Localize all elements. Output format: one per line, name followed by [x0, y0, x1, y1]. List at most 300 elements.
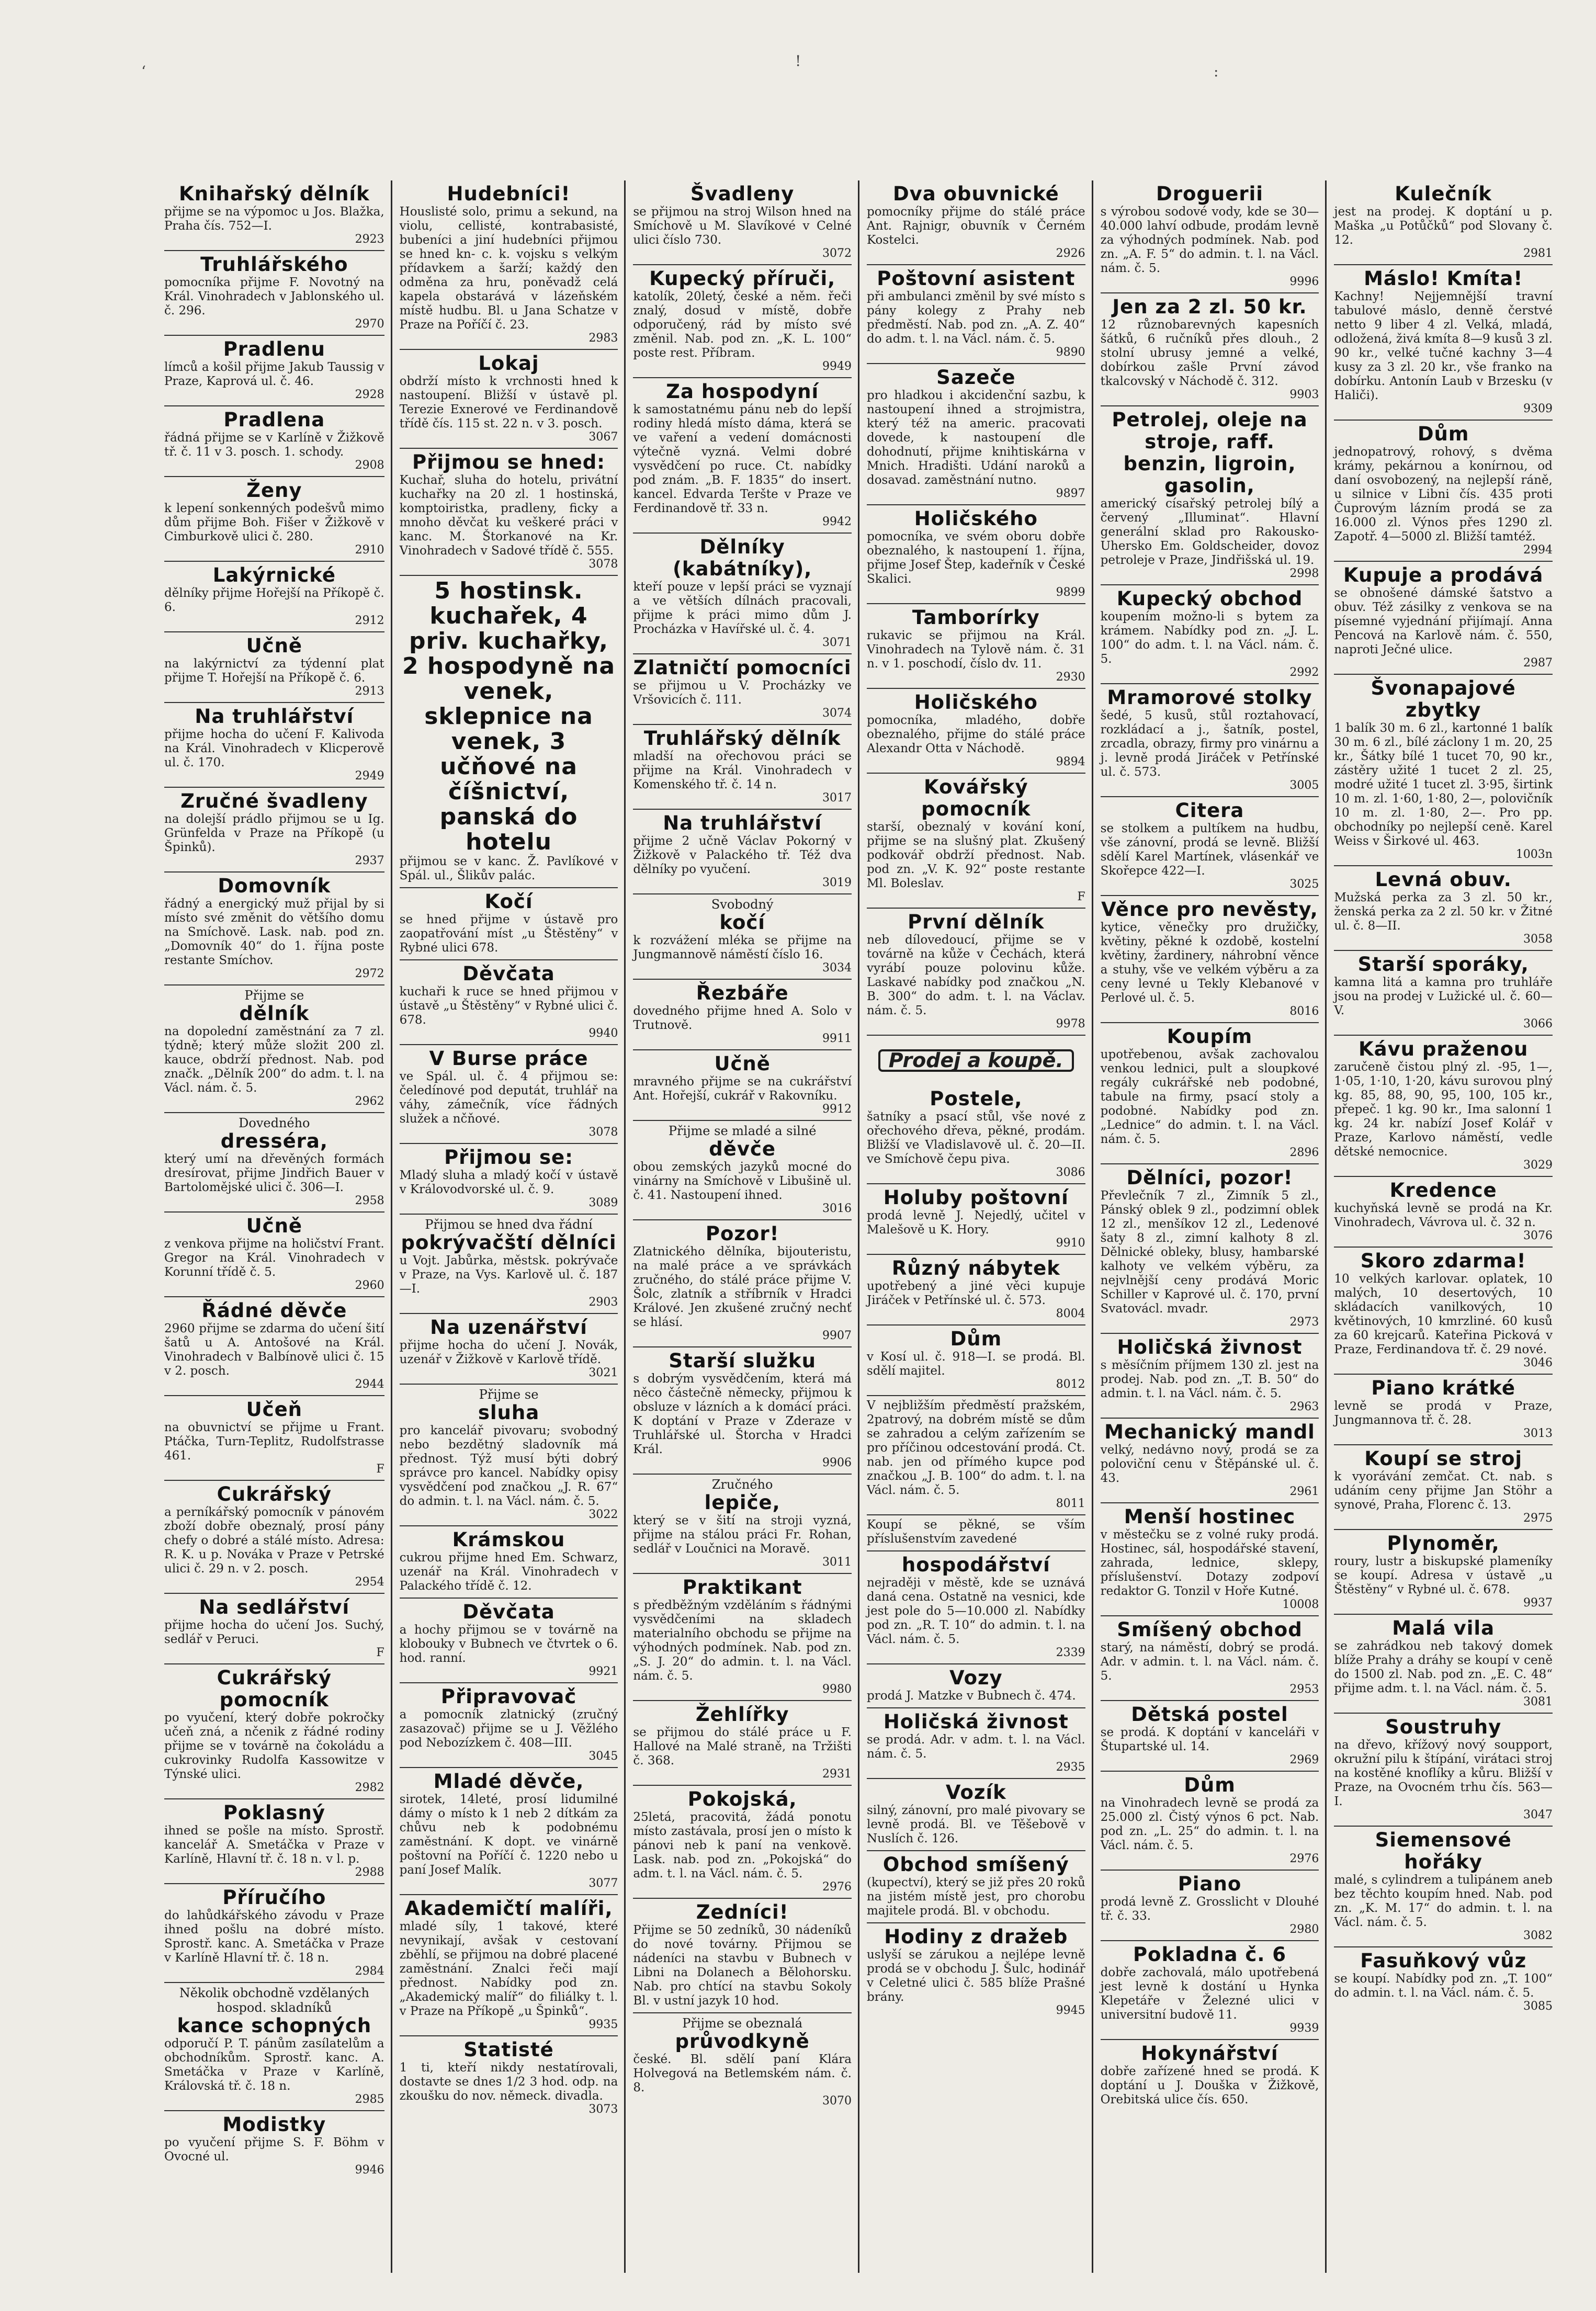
- ad-body: V nejbližším předměstí pražském, 2patrový, na dobrém místě se dům se zahradou a celým zařízením se pro příčinou odcestování prodá. Ct. nab. jen od přímého kupce pod značkou „J. B. 100“ do adm. t. l. na Václ. nám. č. 5.: [866, 1399, 1085, 1497]
- ad-heading: Dům: [1184, 1774, 1236, 1796]
- classified-ad: [164, 406, 384, 477]
- ad-heading: Řádné děvče: [201, 1299, 347, 1322]
- ad-body: který umí na dřevěných formách dresírovat, přijme Jindřich Bauer v Bartolomějské ulici č. 306—I.: [164, 1152, 384, 1194]
- ad-number: 3019: [822, 876, 852, 889]
- classified-ad: [164, 562, 384, 632]
- classified-ad: [633, 534, 852, 654]
- classified-ad: [400, 1045, 618, 1144]
- ad-number: 9939: [1289, 2022, 1319, 2035]
- ad-number: 2973: [1289, 1316, 1319, 1329]
- classified-ad: [1101, 1419, 1319, 1503]
- ad-number: 9911: [822, 1032, 852, 1045]
- ad-body: prodá levně J. Nejedlý, učitel v Malešově u K. Hory.: [866, 1209, 1085, 1237]
- ad-number: 2903: [588, 1296, 618, 1309]
- ad-heading: kance schopných: [177, 2014, 372, 2037]
- classified-ad: [1334, 1177, 1553, 1248]
- classified-ad: [164, 180, 384, 251]
- classified-ad: [633, 1899, 852, 2013]
- classified-ad: [1334, 1615, 1553, 1714]
- classified-ad: [1101, 180, 1319, 293]
- ad-heading: Truhlářský dělník: [643, 727, 841, 750]
- ad-body: pomocníka, mladého, dobře obeznalého, přijme do stálé práce Alexandr Otta v Náchodě.: [866, 713, 1085, 755]
- ad-number: 2908: [355, 459, 384, 472]
- ad-heading: Kávu praženou: [1358, 1038, 1529, 1060]
- ad-heading: Statisté: [463, 2038, 554, 2061]
- classified-ad: [164, 1983, 384, 2111]
- classified-ad: [867, 1851, 1085, 1923]
- ad-body: Mužská perka za 3 zl. 50 kr., ženská perka za 2 zl. 50 kr. v Žitné ul. č. 8—II.: [1334, 891, 1553, 933]
- ad-body: koupením možno-li s bytem za krámem. Nabídky pod zn. „J. L. 100“ do adm. t. l. na Václ. nám. č. 5.: [1100, 610, 1319, 666]
- classified-ad: [164, 1481, 384, 1594]
- ad-body: 1 balík 30 m. 6 zl., kartonné 1 balík 30 m. 6 zl., bílé záclony 1 m. 20, 25 kr., Šátky bílé 1 tucet 70, 90 kr., zástěry užité 1 tucet 2 zl. 25, modré užité 1 tucet zl. 3·95, širtink 10 m. zl. 1·60, 1·80, 2—, polovičník 10 m. zl. 1·80, 2—. Pro pp. obchodníky po nejlepší ceně. Karel Weiss v Širkové ul. 463.: [1334, 721, 1553, 848]
- ad-number: 2931: [822, 1768, 852, 1781]
- ad-body: obou zemských jazyků mocné do vinárny na Smíchově v Libušině ul. č. 41. Nastoupení ihned.: [633, 1160, 852, 1202]
- ad-intro: Přijme se mladé a silné: [668, 1124, 817, 1138]
- ad-body: mladé síly, 1 takové, které nevynikají, avšak v cestovaní zběhlí, se přijmou na dobré placené zaměstnání. Znalci řeči mají přednost. Nabídky pod zn. „Akademický malíř“ do filiálky t. l. v Praze na Příkopě „u Špinků“.: [399, 1920, 618, 2018]
- ad-intro: Dovedného: [239, 1116, 310, 1130]
- ad-number: 3066: [1523, 1017, 1553, 1030]
- ad-body: šedé, 5 kusů, stůl roztahovací, rozkládací a j., šatník, postel, zrcadla, obrazy, firmy pro vinárnu a j. levně prodá Jiráček v Petřínské ul. č. 573.: [1100, 709, 1319, 779]
- ad-heading: Poštovní asistent: [877, 267, 1076, 290]
- ad-number: 3078: [588, 558, 618, 571]
- ad-body: kytice, věnečky pro družičky, květiny, pěkné k ozdobě, kostelní květiny, žardinery, náhrobní věnce a stuhy, vše ve velkém výběru a za ceny levné u Tekly Klebanové v Perlové ul. č. 5.: [1100, 921, 1319, 1005]
- classified-ad: [1101, 1616, 1319, 1701]
- ad-number: 3013: [1523, 1427, 1553, 1440]
- classified-ad: [1101, 1023, 1319, 1164]
- classified-ad: [633, 2013, 852, 2112]
- ad-heading: Levná obuv.: [1375, 868, 1512, 891]
- ad-heading: Kočí: [484, 890, 533, 913]
- ad-body: odporučí P. T. pánům zasílatelům a obchodníkům. Sprostř. kanc. A. Smetáčka v Praze v Karlíně, Královská tř. č. 18 n.: [164, 2037, 384, 2093]
- ad-body: se koupí. Nabídky pod zn. „T. 100“ do admin. t. l. na Václ. nám. č. 5.: [1334, 1972, 1553, 2000]
- ad-body: se přijmou do stálé práce u F. Hallové na Malé straně, na Tržišti č. 368.: [633, 1726, 852, 1768]
- ad-heading: Holuby poštovní: [883, 1186, 1069, 1209]
- ad-number: 2982: [355, 1781, 384, 1794]
- ad-number: 2339: [1056, 1646, 1085, 1659]
- ad-number: 3029: [1523, 1159, 1553, 1172]
- classified-ad: [400, 180, 618, 350]
- classified-ad: [867, 1708, 1085, 1779]
- ad-heading: Pokladna č. 6: [1133, 1943, 1287, 1966]
- ad-body: pomocníky přijme do stálé práce Ant. Rajnigr, obuvník v Černém Kostelci.: [866, 205, 1085, 247]
- classified-ad: [1101, 2040, 1319, 2111]
- ad-body: přijme se na výpomoc u Jos. Blažka, Praha čís. 752—I.: [164, 205, 384, 233]
- ad-body: upotřebenou, avšak zachovalou venkou lednici, pult a sloupkové regály cukrářské neb podobné, tabule na firmy, psací stoly a podobné. Nabídky pod zn. „Lednice“ do admin. t. l. na Václ. nám. č. 5.: [1100, 1048, 1319, 1146]
- ad-body: s měsíčním příjmem 130 zl. jest na prodej. Nab. pod zn. „T. B. 50“ do admin. t. l. na Václ. nám. č. 5.: [1100, 1358, 1319, 1400]
- ad-number: 9946: [355, 2163, 384, 2177]
- ad-body: a pomocník zlatnický (zručný zasazovač) přijme se u J. Věžlého pod Nebozízkem č. 408—III.: [399, 1708, 618, 1750]
- classified-ad: [1334, 1947, 1553, 2017]
- ad-heading: Smíšený obchod: [1117, 1618, 1303, 1641]
- classified-ad: [1334, 421, 1553, 562]
- ad-heading: 5 hostinsk. kuchařek, 4 priv. kuchařky, 2 hospodyně na venek, sklepnice na venek, 3 učňové na číšnictví, panská do hotelu: [402, 577, 616, 855]
- ad-heading: Cukrářský: [217, 1483, 332, 1505]
- ad-number: 2953: [1289, 1683, 1319, 1696]
- ad-body: mravného přijme se na cukrářství Ant. Hořejší, cukrář v Rakovníku.: [633, 1075, 852, 1103]
- ad-heading: Na uzenářství: [430, 1316, 587, 1339]
- ad-body: přijme 2 učně Václav Pokorný v Žižkově v Palackého tř. Též dva dělníky po vyučení.: [633, 834, 852, 876]
- classified-ad: [164, 1213, 384, 1297]
- ad-body: pro hladkou i akcidenční sazbu, k nastoupení ihned a strojmistra, který též na americ. pracovati dovede, k nastoupení dle dohodnutí, přijme knihtiskárna v Mnich. Hradišti. Udání naroků a dosavad. zaměstnání nutno.: [866, 389, 1085, 487]
- ad-number: 3078: [588, 1126, 618, 1139]
- ad-body: k lepení sonkenných podešvů mimo dům přijme Boh. Fišer v Žižkově v Cimburkově ulici č. 280.: [164, 502, 384, 543]
- ad-heading: První dělník: [908, 911, 1045, 933]
- ad-column: [1092, 180, 1326, 2273]
- ad-number: 2994: [1523, 543, 1553, 557]
- ad-body: 10 velkých karlovar. oplatek, 10 malých, 10 desertových, 10 skládacích vanilkových, 10 květinových, 10 kmrzliné. 60 kusů za 60 krejcarů. Kateřina Picková v Praze, Ferdinandova tř. č. 29 nové.: [1334, 1272, 1553, 1356]
- classified-ad: [164, 873, 384, 985]
- ad-body: silný, zánovní, pro malé pivovary se levně prodá. Bl. ve Těšebově v Nuslích č. 126.: [866, 1804, 1085, 1845]
- ad-body: s výrobou sodové vody, kde se 30—40.000 lahví odbude, prodám levně za výhodných podmínek. Nab. pod zn. „A. F. 5“ do admin. t. l. na Václ. nám. č. 5.: [1100, 205, 1319, 275]
- ad-body: české. Bl. sdělí paní Klára Holvegová na Betlemském nám. č. 8.: [633, 2053, 852, 2094]
- classified-ad: [633, 725, 852, 810]
- ad-body: se zahrádkou neb takový domek blíže Prahy a dráhy se koupí v ceně do 1500 zl. Nab. pod zn. „E. C. 48“ přijme adm. t. l. na Václ. nám. č. 5.: [1334, 1639, 1553, 1695]
- ad-heading: sluha: [478, 1401, 540, 1424]
- ad-body: přijme hocha do učení Jos. Suchý, sedlář v Peruci.: [164, 1618, 384, 1646]
- ad-body: dobře zachovalá, málo upotřebená jest levně k dostání u Hynka Klepetáře v Železné ulici v universitní budově 11.: [1100, 1966, 1319, 2022]
- ad-number: 3016: [822, 1202, 852, 1215]
- ad-number: 2930: [1056, 671, 1085, 684]
- classified-ad: [400, 888, 618, 960]
- ad-number: 3058: [1523, 933, 1553, 946]
- ad-number: 9899: [1056, 586, 1085, 599]
- ad-body: starší, obeznalý v kování koní, přijme se na slušný plat. Zkušený podkovář obdrží přednost. Nab. pod zn. „V. K. 92“ poste restante Ml. Boleslav.: [866, 820, 1085, 890]
- ad-heading: Knihařský dělník: [178, 183, 370, 205]
- ad-intro: Přijme se: [479, 1387, 539, 1402]
- ad-number: 3067: [588, 431, 618, 444]
- ad-number: 9978: [1056, 1017, 1085, 1030]
- ad-number: 9309: [1523, 402, 1553, 415]
- ad-heading: Starší služku: [669, 1350, 816, 1372]
- ad-body: Mladý sluha a mladý kočí v ústavě v Královodvorské ul. č. 9.: [399, 1169, 618, 1196]
- classified-ad: [633, 1786, 852, 1899]
- ad-body: a hochy přijmou se v továrně na klobouky v Bubnech ve čtvrtek o 6. hod. ranní.: [399, 1623, 618, 1665]
- ad-body: ve Spál. ul. č. 4 přijmou se: čeledínové pod deputát, truhlář na váhy, zámečník, více řádných služek a nčňové.: [399, 1070, 618, 1126]
- ad-heading: Na truhlářství: [663, 812, 822, 834]
- ad-heading: Citera: [1175, 799, 1244, 822]
- classified-ad: [1334, 1445, 1553, 1530]
- classified-ad: [400, 1314, 618, 1385]
- classified-ad: [1334, 180, 1553, 265]
- classified-ad: [400, 350, 618, 449]
- ad-body: Koupí se pěkné, se vším příslušenstvím zavedené: [866, 1518, 1085, 1546]
- ad-number: 9907: [822, 1329, 852, 1342]
- ad-number: 2969: [1289, 1753, 1319, 1766]
- classified-ad: [164, 1113, 384, 1213]
- ad-body: neb dílovedoucí, přijme se v továrně na kůže v Čechách, která vyrábí pouze polovinu kůže. Laskavé nabídky pod značkou „N. B. 300“ do adm. t. l. na Václav. nám. č. 5.: [866, 933, 1085, 1017]
- ad-heading: Přijmou se:: [444, 1146, 573, 1169]
- ad-number: 2962: [355, 1095, 384, 1108]
- ad-number: F: [376, 1463, 384, 1476]
- ad-heading: Postele,: [930, 1087, 1023, 1110]
- ad-number: 3022: [588, 1508, 618, 1521]
- ad-body: levně se prodá v Praze, Jungmannova tř. č. 28.: [1334, 1399, 1553, 1427]
- ad-heading: pokrývačští dělníci: [401, 1231, 617, 1254]
- classified-ad: [867, 1923, 1085, 2021]
- ad-number: 2976: [822, 1880, 852, 1894]
- classified-ad: [164, 336, 384, 406]
- classified-ad: [1101, 1503, 1319, 1616]
- ad-body: přijme hocha do učení F. Kalivoda na Král. Vinohradech v Klicperově ul. č. 170.: [164, 728, 384, 769]
- classified-ad: [400, 960, 618, 1045]
- edge-mark-3: :: [1214, 63, 1219, 80]
- classified-ad: [1101, 1871, 1319, 1941]
- ad-intro: Svobodný: [711, 897, 774, 912]
- ad-number: 1003n: [1515, 848, 1553, 861]
- classified-ad: [1101, 1772, 1319, 1871]
- ad-heading: Plynoměr,: [1387, 1532, 1500, 1555]
- ad-heading: Soustruhy: [1385, 1716, 1502, 1738]
- ad-body: při ambulanci změnil by své místo s pány kolegy z Prahy neb předměstí. Nab. pod zn. „A. Z. 40“ do adm. t. l. na Václ. nám. č. 5.: [866, 290, 1085, 346]
- ad-number: 3085: [1523, 2000, 1553, 2013]
- ad-heading: Dům: [1417, 423, 1469, 445]
- ad-heading: Jen za 2 zl. 50 kr.: [1112, 296, 1307, 318]
- classified-ad: [164, 703, 384, 788]
- ad-body: dobře zařízené hned se prodá. K doptání u J. Douška v Žižkově, Orebitská ulice čís. 650.: [1100, 2065, 1319, 2106]
- ad-heading: Starší sporáky,: [1357, 953, 1529, 976]
- ad-number: 8016: [1289, 1005, 1319, 1018]
- ad-intro: Přijmou se hned dva řádní: [425, 1217, 593, 1232]
- ad-body: Kachny! Nejjemnější travní tabulové máslo, denně čerstvé netto 9 liber 4 zl. Velká, mladá, odložená, živá kmíta 8—9 kusů 3 zl. 90 kr., velké tučné kachny 3—4 kusy za 3 zl. 20 kr., vše franko na dobírku. Antonín Laub v Brzesku (v Haliči).: [1334, 290, 1553, 402]
- ad-heading: Holičského: [914, 507, 1038, 530]
- ad-number: 3089: [588, 1196, 618, 1209]
- classified-ad: [400, 2036, 618, 2120]
- classified-ad: [867, 774, 1085, 909]
- ad-number: 2980: [1289, 1923, 1319, 1936]
- ad-body: uslyší se zárukou a nejlépe levně prodá se v obchodu J. Šulc, hodinář v Celetné ulici č. 585 blíže Prašné brány.: [866, 1948, 1085, 2004]
- ad-heading: Cukrářský pomocník: [217, 1667, 332, 1711]
- ad-heading: Fasuňkový vůz: [1360, 1950, 1527, 1972]
- ad-body: u Vojt. Jabůrka, městsk. pokrývače v Praze, na Vys. Karlově ul. č. 187—I.: [399, 1254, 618, 1296]
- ad-number: 9890: [1056, 346, 1085, 359]
- classified-ad: [867, 364, 1085, 505]
- ad-body: upotřebený a jiné věci kupuje Jiráček v Petřínské ul. č. 573.: [866, 1279, 1085, 1307]
- ad-body: pro kancelář pivovaru; svobodný nebo bezdětný sladovník má přednost. Týž musí býti dobrý správce pro kancel. Nabídky opisy vysvědčení pod značkou „J. R. 67“ do admin. t. l. na Václ. nám. č. 5.: [399, 1424, 618, 1508]
- ad-heading: Dětská postel: [1131, 1703, 1288, 1726]
- ad-body: k rozvážení mléka se přijme na Jungmannově náměstí číslo 16.: [633, 934, 852, 961]
- classified-ad: [164, 788, 384, 873]
- ad-heading: Učeň: [246, 1398, 303, 1421]
- ad-number: 3077: [588, 1877, 618, 1890]
- ad-heading: Piano krátké: [1371, 1377, 1515, 1399]
- ad-heading: Děvčata: [462, 1601, 555, 1623]
- ad-number: 9940: [588, 1027, 618, 1040]
- classified-ad: [400, 1144, 618, 1215]
- ad-heading: Kupuje a prodává: [1343, 564, 1544, 586]
- ad-body: cukrou přijme hned Em. Schwarz, uzenář na Král. Vinohradech v Palackého třídě č. 12.: [399, 1551, 618, 1593]
- ad-body: 25letá, pracovitá, žádá ponotu místo zastávala, prosí jen o místo k pánovi neb k paní na venkově. Lask. nab. pod zn. „Pokojská“ do adm. t. l. na Václ. nám. č. 5.: [633, 1810, 852, 1880]
- classified-ad: [1101, 293, 1319, 406]
- ad-body: obdrží místo k vrchnosti hned k nastoupení. Bližší v ústavě pl. Terezie Exnerové ve Ferdinandově třídě čís. 115 st. 22 n. v 3. posch.: [399, 375, 618, 431]
- ad-heading: hospodářství: [901, 1554, 1050, 1576]
- ad-heading: Mramorové stolky: [1107, 686, 1312, 709]
- ad-body: 12 různobarevných kapesních šátků, 6 ručníků přes dlouh., 2 stolní ubrusy jemné a velké, dobírkou zašle První závod tkalcovský v Náchodě č. 312.: [1100, 318, 1319, 388]
- ad-heading: Domovník: [218, 875, 331, 897]
- ad-body: (kupectví), který se již přes 20 roků na jistém místě jest, pro chorobu majitele prodá. Bl. v obchodu.: [866, 1876, 1085, 1918]
- classified-ad: [633, 810, 852, 894]
- ad-intro: Přijme se: [244, 988, 304, 1003]
- classified-ad: [164, 1799, 384, 1884]
- section-banner: [867, 1049, 1085, 1072]
- ad-number: 2958: [355, 1194, 384, 1207]
- ad-number: 3045: [588, 1750, 618, 1763]
- ad-body: a perníkářský pomocník v pánovém zboží dobře obeznalý, prosí pány chefy o dobré a stálé místo. Adresa: R. K. u p. Nováka v Praze v Petrské ulici č. 29 n. v 2. posch.: [164, 1505, 384, 1576]
- ad-number: 8012: [1056, 1378, 1085, 1391]
- ad-number: 2960: [355, 1279, 384, 1292]
- ad-number: 2912: [355, 614, 384, 627]
- classified-ad: [1334, 1036, 1553, 1177]
- ad-number: 9903: [1289, 388, 1319, 401]
- ad-heading: Tamborírky: [912, 606, 1040, 629]
- ad-number: 2949: [355, 769, 384, 783]
- classified-ad: [867, 265, 1085, 364]
- ad-number: 3070: [822, 2094, 852, 2108]
- classified-ad: [1334, 1827, 1553, 1947]
- ad-number: 3034: [822, 961, 852, 975]
- ad-number: 9996: [1289, 275, 1319, 288]
- ad-body: po vyučení, který dobře pokročky učeň zná, a nčenik z řádné rodiny přijme se v továrně na čokoládu a cukrovinky Rudolfa Kassowitze v Týnské ulici.: [164, 1711, 384, 1781]
- ad-heading: Praktikant: [682, 1576, 802, 1599]
- ad-heading: Holičská živnost: [1117, 1336, 1303, 1358]
- ad-heading: dresséra,: [220, 1130, 328, 1152]
- ad-body: který se v šití na stroji vyzná, přijme na stálou práci Fr. Rohan, sedlář v Loučnici na Moravě.: [633, 1514, 852, 1556]
- ad-number: 9912: [822, 1103, 852, 1116]
- classified-ad: [400, 1768, 618, 1895]
- ad-heading: Skoro zdarma!: [1360, 1250, 1526, 1272]
- ad-number: 3082: [1523, 1929, 1553, 1942]
- ad-number: 2983: [588, 332, 618, 345]
- ad-heading: Přijmou se hned:: [412, 451, 605, 473]
- ad-body: dělníky přijme Hořejší na Příkopě č. 6.: [164, 586, 384, 614]
- ad-heading: Učně: [714, 1052, 771, 1075]
- classified-ad: [633, 1475, 852, 1574]
- ad-body: po vyučení přijme S. F. Böhm v Ovocné ul.: [164, 2136, 384, 2163]
- ad-body: Houslisté solo, primu a sekund, na violu, cellisté, kontrabasisté, bubeníci a jiní hudebníci přijmou se hned kn- c. k. vojsku s velkým přídavkem a šarží; každý den odměna za hru, poněvadž celá kapela obstarává v lázeňském místě hudbu. Bl. u Jana Schatze v Praze na Poříčí č. 23.: [399, 205, 618, 332]
- ad-body: na dopolední zaměstnání za 7 zl. týdně; který může složit 200 zl. kauce, obdrží přednost. Nab. pod značk. „Dělník 200“ do adm. t. l. na Václ. nám. č. 5.: [164, 1025, 384, 1095]
- ad-body: malé, s cylindrem a tulipánem aneb bez těchto koupím hned. Nab. pod zn. „K. M. 17“ do admin. t. l. na Václ. nám. č. 5.: [1334, 1873, 1553, 1929]
- classified-ad: [164, 1884, 384, 1983]
- ad-heading: Malá vila: [1392, 1617, 1495, 1639]
- classified-ad: [164, 1396, 384, 1481]
- ad-body: kamna litá a kamna pro truhláře jsou na prodej v Lužické ul. č. 60—V.: [1334, 976, 1553, 1017]
- ad-number: 2987: [1523, 656, 1553, 670]
- classified-ad: [164, 1594, 384, 1664]
- ad-body: Kuchař, sluha do hotelu, privátní kuchařky na 20 zl. 1 hostinská, komptoiristka, pradleny, ficky a mnoho děvčat ku veškeré práci v kanc. M. Štorkanové na Kr. Vinohradech v Sadové třídě č. 555.: [399, 473, 618, 558]
- ad-heading: Poklasný: [223, 1802, 325, 1824]
- classified-columns: [157, 180, 1559, 2273]
- ad-body: roury, lustr a biskupské plameníky se koupí. Adresa v ústavě „u Štěstěny“ v Rybné ul. č. 678.: [1334, 1555, 1553, 1596]
- ad-number: 3073: [588, 2103, 618, 2116]
- ad-heading: Za hospodyní: [666, 380, 819, 403]
- ad-number: 2923: [355, 233, 384, 246]
- ad-number: 8011: [1056, 1497, 1085, 1510]
- classified-ad: [633, 894, 852, 980]
- classified-ad: [1334, 1530, 1553, 1615]
- ad-body: do lahůdkářského závodu v Praze ihned pošlu na dobré místo. Sprostř. kanc. A. Smetáčka v Praze v Karlíně Hlavní tř. č. 18 n.: [164, 1909, 384, 1965]
- ad-heading: Kupecký příruči,: [649, 267, 836, 290]
- ad-body: se prodá. K doptání v kanceláři v Štupartské ul. 14.: [1100, 1726, 1319, 1753]
- ad-number: 9949: [822, 360, 852, 373]
- classified-ad: [1334, 1248, 1553, 1375]
- ad-body: v Kosí ul. č. 918—I. se prodá. Bl. sdělí majitel.: [866, 1350, 1085, 1378]
- ad-number: F: [1077, 890, 1085, 903]
- ad-number: 3086: [1056, 1166, 1085, 1179]
- ad-body: sirotek, 14leté, prosí lidumilné dámy o místo k 1 neb 2 dítkám za chůvu neb k podobnému zaměstnání. K dopt. ve vinárně poštovní na Poříčí č. 1220 nebo u paní Josef Malík.: [399, 1793, 618, 1877]
- classified-ad: [1334, 1714, 1553, 1827]
- ad-heading: Kupecký obchod: [1116, 587, 1303, 610]
- classified-ad: [1101, 1941, 1319, 2040]
- ad-heading: Siemensové hořáky: [1375, 1829, 1512, 1873]
- classified-ad: [400, 1385, 618, 1526]
- ad-number: 9945: [1056, 2004, 1085, 2017]
- ad-body: k samostatnému pánu neb do lepší rodiny hledá místo dáma, která se ve vaření a vedení domácnosti výtečně vyzná. Velmi dobré vysvědčení po ruce. Ct. nabídky pod znám. „B. F. 1835“ do insert. kancel. Edvarda Teršte v Praze ve Ferdinandově tř. 33 n.: [633, 403, 852, 515]
- ad-column: [1325, 180, 1559, 2273]
- classified-ad: [867, 604, 1085, 689]
- ad-body: Přijme se 50 zedníků, 30 nádeníků do nové továrny. Přijmou se nádeníci na stavbu v Bubnech v Libni na Dolanech a Bělohorsku. Nab. pro chtící na stavbu Sokoly Bl. v ustní jazyk 10 hod.: [633, 1923, 852, 2008]
- ad-body: pomocníka přijme F. Novotný na Král. Vinohradech v Jablonského ul. č. 296.: [164, 276, 384, 318]
- classified-ad: [867, 909, 1085, 1036]
- ad-heading: Kredence: [1389, 1179, 1497, 1202]
- ad-intro: Několik obchodně vzdělaných hospod. skladníků: [179, 1986, 369, 2015]
- ad-heading: Na sedlářství: [199, 1596, 350, 1618]
- ad-number: 8004: [1056, 1307, 1085, 1320]
- ad-number: 2944: [355, 1378, 384, 1391]
- ad-body: se prodá. Adr. v adm. t. l. na Václ. nám. č. 5.: [866, 1733, 1085, 1761]
- ad-number: 2928: [355, 388, 384, 401]
- classified-ad: [633, 1121, 852, 1220]
- ad-body: řádná přijme se v Karlíně v Žižkově tř. č. 11 v 3. posch. 1. schody.: [164, 431, 384, 459]
- classified-ad: [164, 2111, 384, 2181]
- ad-body: prodá J. Matzke v Bubnech č. 474.: [866, 1689, 1076, 1703]
- ad-number: 9942: [822, 515, 852, 528]
- ad-body: dovedného přijme hned A. Solo v Trutnově.: [633, 1004, 852, 1032]
- classified-ad: [633, 265, 852, 378]
- ad-number: 3025: [1289, 878, 1319, 891]
- ad-heading: Příručího: [222, 1886, 326, 1909]
- ad-number: 9910: [1056, 1237, 1085, 1250]
- classified-ad: [1334, 562, 1553, 675]
- ad-body: na dolejší prádlo přijmou se u Ig. Grünfelda v Praze na Příkopě (u Špinků).: [164, 812, 384, 854]
- classified-ad: [867, 1551, 1085, 1664]
- ad-heading: Zedníci!: [696, 1901, 789, 1923]
- ad-body: starý, na náměstí, dobrý se prodá. Adr. v admin. t. l. na Václ. nám. č. 5.: [1100, 1641, 1319, 1683]
- ad-number: 3005: [1289, 779, 1319, 792]
- ad-body: se stolkem a pultíkem na hudbu, vše zánovní, prodá se levně. Bližší sdělí Karel Martínek, vlásenkář ve Skořepce 422—I.: [1100, 822, 1319, 878]
- ad-heading: Ženy: [246, 479, 302, 502]
- ad-number: 2913: [355, 685, 384, 698]
- ad-heading: Řezbáře: [696, 982, 789, 1004]
- ad-number: 2954: [355, 1576, 384, 1589]
- ad-number: 3071: [822, 636, 852, 649]
- ad-heading: Hodiny z dražeb: [884, 1925, 1068, 1948]
- classified-ad: [1334, 675, 1553, 866]
- ad-heading: Obchod smíšený: [882, 1853, 1069, 1876]
- ad-body: šatníky a psací stůl, vše nové z ořechového dřeva, pěkné, prodám. Bližší ve Vladislavově ul. č. 20—II. ve Smíchově čepu piva.: [866, 1110, 1085, 1166]
- classified-ad: [400, 576, 618, 888]
- classified-ad: [1101, 1334, 1319, 1419]
- classified-ad: [633, 1701, 852, 1786]
- ad-body: pomocníka, ve svém oboru dobře obeznalého, k nastoupení 1. října, přijme Josef Štep, kadeřník v České Skalici.: [866, 530, 1085, 586]
- ad-number: 3021: [588, 1366, 618, 1379]
- classified-ad: [1334, 866, 1553, 951]
- ad-number: 3074: [822, 707, 852, 720]
- ad-number: 2976: [1289, 1852, 1319, 1865]
- ad-heading: Holičská živnost: [883, 1710, 1069, 1733]
- ad-heading: Krámskou: [452, 1528, 565, 1551]
- classified-ad: [164, 477, 384, 562]
- classified-ad: [164, 985, 384, 1113]
- ad-heading: V Burse práce: [429, 1047, 588, 1070]
